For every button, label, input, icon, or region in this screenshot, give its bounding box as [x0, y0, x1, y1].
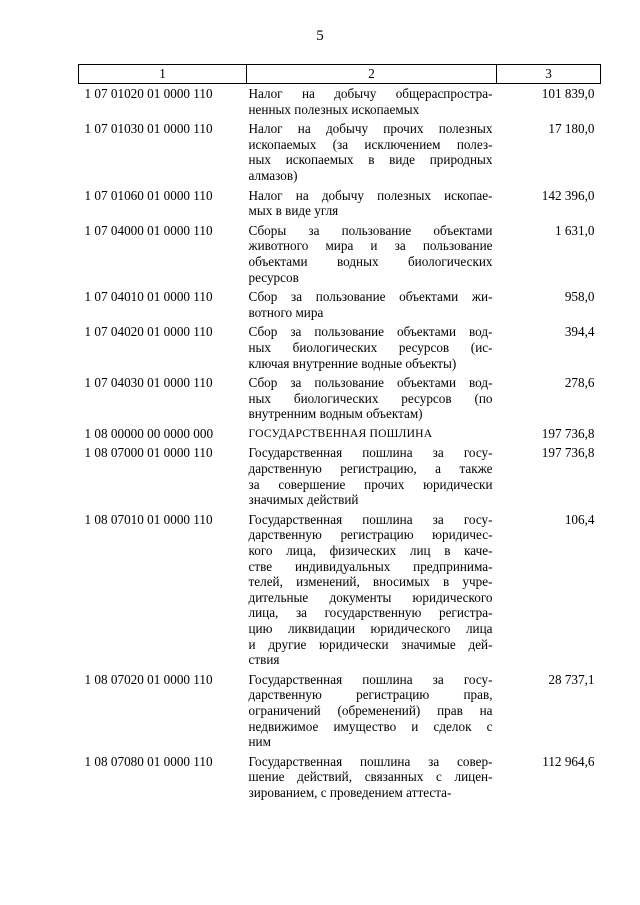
revenue-name	[247, 289, 497, 324]
revenue-name	[247, 324, 497, 375]
revenue-name-line: за совершение прочих юридически	[248, 476, 493, 492]
classification-code: 1 08 00000 00 0000 000	[84, 425, 214, 441]
amount-value: 197 736,8	[541, 445, 595, 461]
column-header-3: 3	[497, 65, 601, 84]
amount-value: 106,4	[564, 511, 595, 527]
classification-code: 1 08 07010 01 0000 110	[84, 511, 213, 527]
table-header	[79, 65, 601, 84]
column-header-2: 2	[247, 65, 497, 84]
revenue-name-line: ствия	[248, 652, 280, 668]
revenue-name	[247, 512, 497, 672]
table-row	[79, 754, 601, 805]
revenue-name-line: ним	[248, 734, 271, 750]
amount-value: 17 180,0	[548, 121, 595, 137]
amount-value: 101 839,0	[541, 86, 595, 101]
revenue-name	[247, 445, 497, 511]
revenue-name-line: Государственная пошлина за госу-	[248, 445, 493, 461]
revenue-name-line: зированием, с проведением аттеста-	[248, 784, 452, 800]
classification-code: 1 07 04020 01 0000 110	[84, 324, 213, 340]
classification-code: 1 07 04000 01 0000 110	[84, 222, 213, 238]
revenue-name	[247, 672, 497, 754]
revenue-name-line: Сбор за пользование объектами жи-	[248, 289, 493, 305]
table-row	[79, 223, 601, 289]
table-row	[79, 188, 601, 223]
classification-code: 1 07 01030 01 0000 110	[84, 121, 213, 137]
page-number: 5	[316, 28, 324, 44]
revenue-name-line: Государственная пошлина за совер-	[248, 753, 493, 769]
amount-value: 142 396,0	[541, 187, 595, 203]
revenue-name-line: ключая внутренние водные объекты)	[248, 355, 457, 371]
revenue-name-line: дарственную регистрацию прав,	[248, 687, 493, 703]
revenue-name-line: цию ликвидации юридического лица	[248, 621, 493, 636]
revenue-name-line: дительные документы юридического	[248, 589, 493, 605]
table-row	[79, 121, 601, 187]
revenue-name-line: лица, за государственную регистра-	[248, 605, 493, 621]
revenue-name-line: Государственная пошлина за госу-	[248, 511, 493, 527]
revenue-name-line: ных биологических ресурсов (по	[248, 390, 493, 406]
revenue-name-line: стве индивидуальных предпринима-	[248, 558, 493, 574]
table-row	[79, 84, 601, 122]
classification-code: 1 07 04010 01 0000 110	[84, 289, 213, 305]
revenue-name	[247, 375, 497, 426]
classification-code: 1 07 04030 01 0000 110	[84, 375, 213, 391]
revenue-name-line: Налог на добычу общераспростра-	[248, 86, 493, 101]
revenue-name-line: ограничений (обременений) прав на	[248, 702, 493, 718]
revenue-name-line: значимых действий	[248, 492, 359, 508]
revenue-name-line: внутренним водным объектам)	[248, 406, 423, 422]
amount-value: 958,0	[564, 289, 595, 305]
revenue-name	[247, 188, 497, 223]
revenue-name-line: вотного мира	[248, 304, 324, 320]
revenue-name-line: Налог на добычу полезных ископае-	[248, 187, 493, 203]
classification-code: 1 08 07000 01 0000 110	[84, 445, 213, 461]
revenue-name-line: Налог на добычу прочих полезных	[248, 121, 493, 137]
table-row	[79, 445, 601, 511]
revenue-name-line: мых в виде угля	[248, 203, 339, 219]
revenue-name-line: ресурсов	[248, 269, 299, 285]
amount-value: 394,4	[564, 324, 595, 340]
table-body	[79, 84, 601, 805]
revenue-name-line: Государственная пошлина за госу-	[248, 671, 493, 687]
revenue-name	[247, 121, 497, 187]
amount-value: 278,6	[564, 375, 595, 391]
revenue-name-line: ГОСУДАРСТВЕННАЯ ПОШЛИНА	[248, 426, 433, 440]
revenue-name-line: телей, изменений, вносимых в учре-	[248, 574, 493, 590]
revenue-name-line: Сбор за пользование объектами вод-	[248, 324, 493, 340]
amount-value: 28 737,1	[548, 671, 595, 687]
revenue-name-line: и другие юридически значимые дей-	[248, 636, 493, 652]
table-row	[79, 672, 601, 754]
revenue-name-line: дарственную регистрацию, а также	[248, 461, 493, 477]
revenue-name-line: кого лица, физических лиц в каче-	[248, 543, 493, 559]
table-row	[79, 512, 601, 672]
table-row	[79, 324, 601, 375]
revenue-name	[247, 754, 497, 805]
column-header-1: 1	[79, 65, 247, 84]
revenue-name	[247, 426, 497, 446]
classification-code: 1 07 01020 01 0000 110	[84, 86, 213, 101]
budget-revenue-table	[78, 64, 601, 805]
revenue-name-line: ненных полезных ископаемых	[248, 101, 420, 117]
revenue-name-line: алмазов)	[248, 167, 298, 183]
revenue-name-line: животного мира и за пользование	[248, 238, 493, 254]
table-row	[79, 289, 601, 324]
revenue-name-line: Сбор за пользование объектами вод-	[248, 375, 493, 391]
classification-code: 1 07 01060 01 0000 110	[84, 187, 213, 203]
revenue-name-line: ных ископаемых в виде природных	[248, 152, 493, 168]
revenue-name-line: дарственную регистрацию юридичес-	[248, 527, 493, 543]
classification-code: 1 08 07080 01 0000 110	[84, 753, 213, 769]
revenue-name-line: ископаемых (за исключением полез-	[248, 136, 493, 152]
revenue-name-line: объектами водных биологических	[248, 253, 493, 269]
amount-value: 197 736,8	[541, 425, 595, 441]
amount-value: 1 631,0	[554, 222, 595, 238]
revenue-name-line: шение действий, связанных с лицен-	[248, 769, 493, 785]
revenue-name-line: ных биологических ресурсов (ис-	[248, 339, 493, 355]
revenue-name	[247, 223, 497, 289]
revenue-name	[247, 84, 497, 122]
table-row	[79, 375, 601, 426]
classification-code: 1 08 07020 01 0000 110	[84, 671, 213, 687]
revenue-name-line: недвижимое имущество и сделок с	[248, 718, 493, 734]
table-row	[79, 426, 601, 446]
amount-value: 112 964,6	[542, 753, 595, 769]
revenue-name-line: Сборы за пользование объектами	[248, 222, 493, 238]
